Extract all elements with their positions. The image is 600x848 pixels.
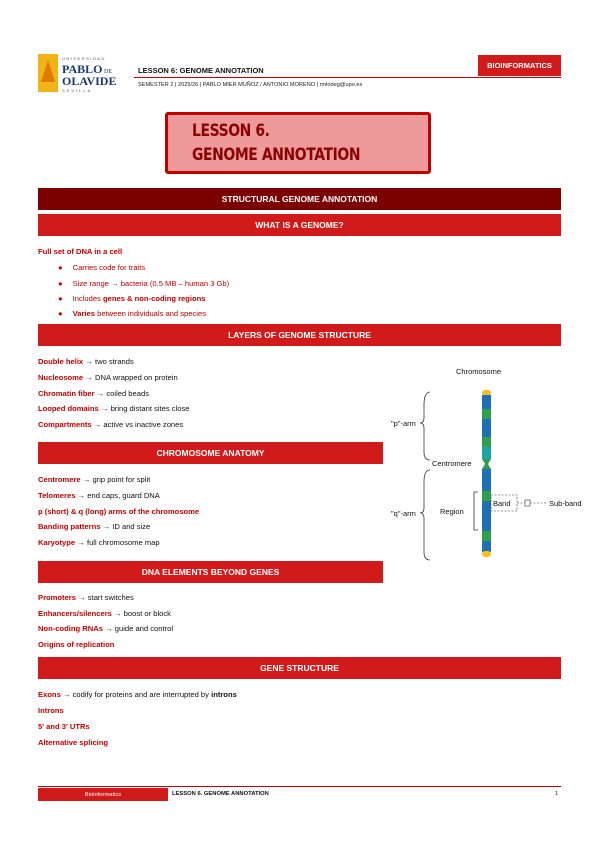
list-item: 5' and 3' UTRs xyxy=(38,722,90,731)
header-divider xyxy=(134,77,561,78)
list-item: Exons → codify for proteins and are interrupted by introns xyxy=(38,690,237,699)
list-item: Origins of replication xyxy=(38,640,115,649)
svg-text:UNIVERSIDAD: UNIVERSIDAD xyxy=(62,56,106,61)
region-bracket xyxy=(474,492,478,530)
centromere-label: Centromere xyxy=(432,459,472,468)
list-item: Centromere → grip point for split xyxy=(38,475,151,484)
section-dna-elements: DNA ELEMENTS BEYOND GENES xyxy=(38,561,383,583)
list-item: Non-coding RNAs → guide and control xyxy=(38,624,174,633)
list-item: Telomeres → end caps, guard DNA xyxy=(38,491,160,500)
section-layers: LAYERS OF GENOME STRUCTURE xyxy=(38,324,561,346)
list-item: ● Size range → bacteria (0.5 MB – human 3 Gb) xyxy=(58,279,230,288)
sub-band-label: Sub-band xyxy=(549,499,582,508)
university-logo xyxy=(38,52,134,94)
svg-text:OLAVIDE: OLAVIDE xyxy=(62,74,117,88)
list-item: Promoters → start switches xyxy=(38,593,134,602)
lesson-title-line2: GENOME ANNOTATION xyxy=(192,145,361,165)
section-structural: STRUCTURAL GENOME ANNOTATION xyxy=(38,188,561,210)
svg-text:DE: DE xyxy=(104,69,112,75)
q-arm-bracket xyxy=(420,470,430,560)
p-arm-bracket xyxy=(420,392,430,460)
svg-text:PABLO: PABLO xyxy=(62,62,103,76)
footer-divider xyxy=(38,786,561,787)
list-item: Banding patterns → ID and size xyxy=(38,522,151,531)
chromosome-diagram xyxy=(388,360,590,570)
section-gene-structure: GENE STRUCTURE xyxy=(38,657,561,679)
figure-title: Chromosome xyxy=(456,367,502,376)
list-item: Karyotype → full chromosome map xyxy=(38,538,160,547)
list-item: Chromatin fiber → coiled beads xyxy=(38,389,150,398)
header-badge: BIOINFORMATICS xyxy=(478,55,561,76)
list-item: ● Includes genes & non-coding regions xyxy=(58,294,206,303)
list-item: Compartments → active vs inactive zones xyxy=(38,420,184,429)
chromosome-bands xyxy=(482,390,491,557)
section-what-is: WHAT IS A GENOME? xyxy=(38,214,561,236)
band-label: Band xyxy=(493,499,511,508)
list-item: Alternative splicing xyxy=(38,738,109,747)
what-is-intro: Full set of DNA in a cell xyxy=(38,247,123,256)
footer-badge: Bioinformatics xyxy=(38,788,168,801)
list-item: Looped domains → bring distant sites close xyxy=(38,404,190,413)
region-label: Region xyxy=(440,507,464,516)
section-anatomy: CHROMOSOME ANATOMY xyxy=(38,442,383,464)
svg-text:SEVILLA: SEVILLA xyxy=(62,88,93,93)
header-lesson: LESSON 6: GENOME ANNOTATION xyxy=(138,66,264,75)
list-item: ● Carries code for traits xyxy=(58,263,146,272)
list-item: Double helix → two strands xyxy=(38,357,134,366)
header-meta: SEMESTER 2 | 2025/26 | PABLO MIER MUÑOZ / ANTONIO MORENO | rmlodeg@upo.es xyxy=(138,82,363,88)
page-number: 1 xyxy=(555,791,559,797)
list-item: p (short) & q (long) arms of the chromosome xyxy=(38,507,200,516)
list-item: Introns xyxy=(38,706,64,715)
list-item: Enhancers/silencers → boost or block xyxy=(38,609,171,618)
p-arm-label: "p"-arm xyxy=(391,419,416,428)
footer-title: LESSON 6. GENOME ANNOTATION xyxy=(172,791,269,797)
list-item: Nucleosome → DNA wrapped on protein xyxy=(38,373,178,382)
lesson-title-line1: LESSON 6. xyxy=(192,121,270,141)
lesson-title-box xyxy=(165,112,431,174)
q-arm-label: "q"-arm xyxy=(391,509,416,518)
list-item: ● Varies between individuals and species xyxy=(58,309,207,318)
